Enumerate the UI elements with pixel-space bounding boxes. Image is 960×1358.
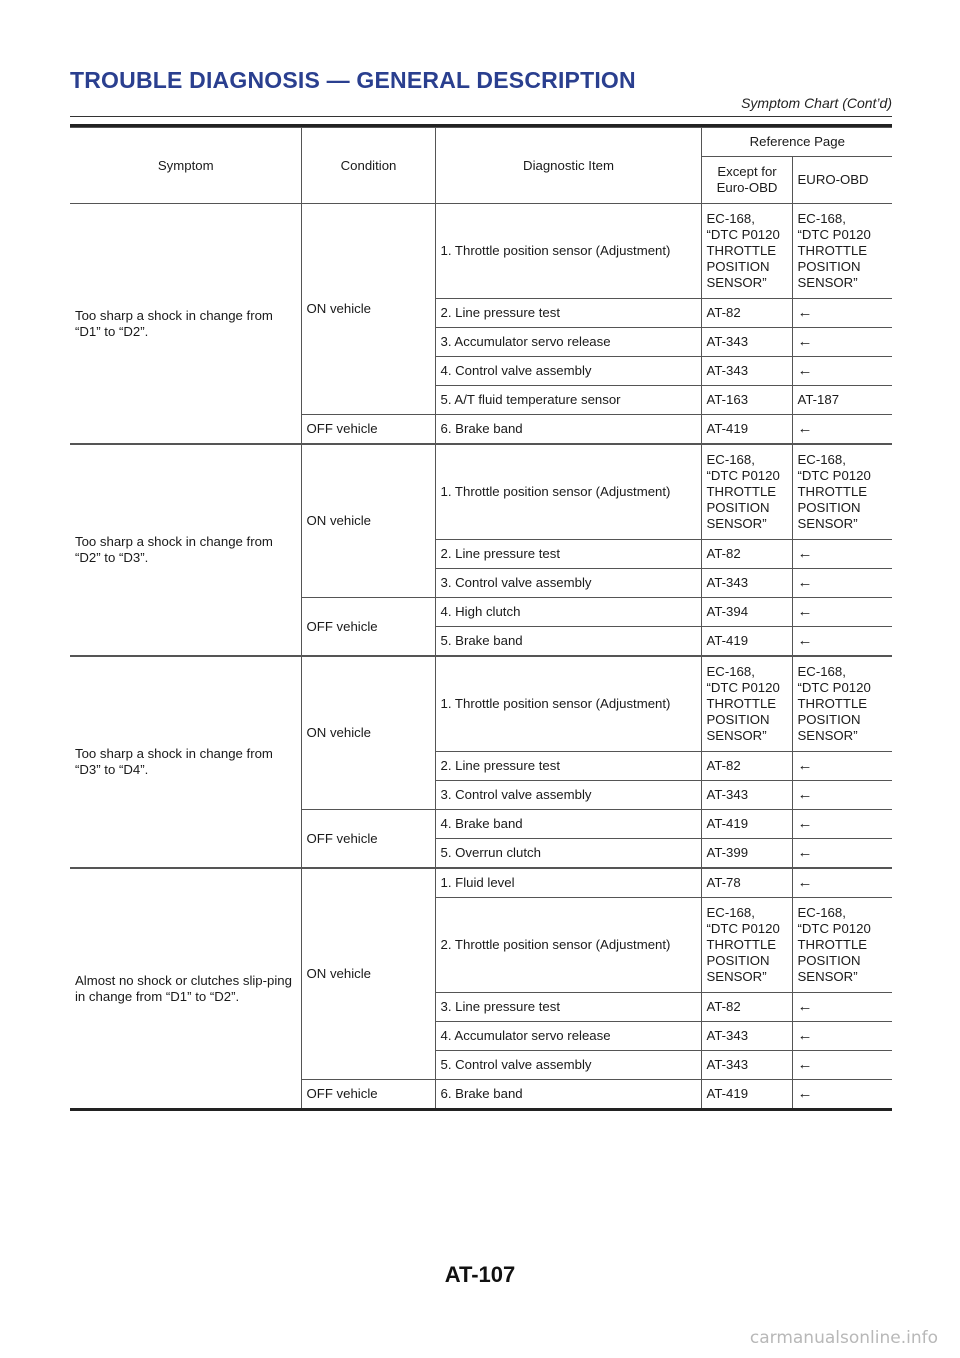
symptom-cell: Too sharp a shock in change from “D1” to “D2”. [70, 204, 301, 445]
reference-except-euro-cell: AT-419 [701, 810, 792, 839]
diagnostic-item-cell: 1. Throttle position sensor (Adjustment) [435, 656, 701, 752]
col-header-diagnostic-item: Diagnostic Item [435, 128, 701, 204]
reference-except-euro-cell: AT-419 [701, 1080, 792, 1109]
header-rule [70, 116, 892, 117]
reference-except-euro-cell: AT-419 [701, 415, 792, 445]
reference-except-euro-cell: AT-343 [701, 1022, 792, 1051]
condition-cell: OFF vehicle [301, 810, 435, 869]
page-title: TROUBLE DIAGNOSIS — GENERAL DESCRIPTION [70, 67, 636, 93]
reference-euro-obd-cell: ← [792, 299, 892, 328]
reference-except-euro-cell: EC-168, “DTC P0120 THROTTLE POSITION SENSOR” [701, 656, 792, 752]
table-row [70, 868, 892, 898]
reference-euro-obd-cell: ← [792, 415, 892, 445]
col-header-except-euro: Except for Euro-OBD [701, 157, 792, 204]
page-subtitle: Symptom Chart (Cont’d) [741, 95, 892, 111]
reference-euro-obd-cell: EC-168, “DTC P0120 THROTTLE POSITION SENSOR” [792, 444, 892, 540]
reference-except-euro-cell: EC-168, “DTC P0120 THROTTLE POSITION SENSOR” [701, 898, 792, 993]
reference-euro-obd-cell: ← [792, 868, 892, 898]
reference-except-euro-cell: AT-343 [701, 1051, 792, 1080]
reference-euro-obd-cell: AT-187 [792, 386, 892, 415]
reference-except-euro-cell: AT-343 [701, 328, 792, 357]
reference-euro-obd-cell: ← [792, 839, 892, 869]
symptom-cell: Too sharp a shock in change from “D3” to “D4”. [70, 656, 301, 868]
diagnostic-item-cell: 4. High clutch [435, 598, 701, 627]
reference-except-euro-cell: EC-168, “DTC P0120 THROTTLE POSITION SENSOR” [701, 204, 792, 299]
reference-euro-obd-cell: ← [792, 328, 892, 357]
reference-euro-obd-cell: ← [792, 569, 892, 598]
diagnostic-item-cell: 1. Throttle position sensor (Adjustment) [435, 444, 701, 540]
col-header-reference-page: Reference Page [701, 128, 892, 157]
table-row [70, 656, 892, 752]
reference-except-euro-cell: AT-343 [701, 357, 792, 386]
reference-euro-obd-cell: ← [792, 598, 892, 627]
reference-euro-obd-cell: EC-168, “DTC P0120 THROTTLE POSITION SENSOR” [792, 656, 892, 752]
reference-euro-obd-cell: ← [792, 1051, 892, 1080]
symptom-cell: Too sharp a shock in change from “D2” to “D3”. [70, 444, 301, 656]
reference-except-euro-cell: AT-78 [701, 868, 792, 898]
reference-except-euro-cell: AT-82 [701, 752, 792, 781]
reference-except-euro-cell: AT-399 [701, 839, 792, 869]
diagnostic-item-cell: 4. Brake band [435, 810, 701, 839]
reference-except-euro-cell: AT-343 [701, 781, 792, 810]
reference-euro-obd-cell: ← [792, 781, 892, 810]
diagnostic-item-cell: 2. Line pressure test [435, 299, 701, 328]
reference-euro-obd-cell: ← [792, 1022, 892, 1051]
reference-except-euro-cell: AT-82 [701, 540, 792, 569]
reference-euro-obd-cell: ← [792, 752, 892, 781]
condition-cell: ON vehicle [301, 868, 435, 1080]
diagnostic-item-cell: 6. Brake band [435, 415, 701, 445]
diagnostic-item-cell: 2. Line pressure test [435, 540, 701, 569]
condition-cell: OFF vehicle [301, 1080, 435, 1109]
reference-except-euro-cell: AT-82 [701, 299, 792, 328]
reference-euro-obd-cell: ← [792, 540, 892, 569]
reference-except-euro-cell: AT-343 [701, 569, 792, 598]
diagnostic-item-cell: 2. Throttle position sensor (Adjustment) [435, 898, 701, 993]
diagnostic-item-cell: 1. Fluid level [435, 868, 701, 898]
diagnostic-item-cell: 3. Accumulator servo release [435, 328, 701, 357]
diagnostic-item-cell: 1. Throttle position sensor (Adjustment) [435, 204, 701, 299]
symptom-cell: Almost no shock or clutches slip-ping in change from “D1” to “D2”. [70, 868, 301, 1109]
diagnostic-item-cell: 4. Control valve assembly [435, 357, 701, 386]
symptom-chart-table [70, 127, 892, 1109]
reference-except-euro-cell: AT-163 [701, 386, 792, 415]
reference-euro-obd-cell: ← [792, 627, 892, 657]
col-header-euro-obd: EURO-OBD [792, 157, 892, 204]
table-row [70, 444, 892, 540]
reference-euro-obd-cell: ← [792, 1080, 892, 1109]
table-bottom-rule [70, 1108, 892, 1111]
condition-cell: ON vehicle [301, 204, 435, 415]
chart-body [70, 204, 892, 1109]
reference-except-euro-cell: AT-82 [701, 993, 792, 1022]
condition-cell: OFF vehicle [301, 415, 435, 445]
diagnostic-item-cell: 5. A/T fluid temperature sensor [435, 386, 701, 415]
condition-cell: OFF vehicle [301, 598, 435, 657]
reference-euro-obd-cell: ← [792, 357, 892, 386]
page-number: AT-107 [444, 1262, 516, 1287]
condition-cell: ON vehicle [301, 656, 435, 810]
reference-euro-obd-cell: ← [792, 993, 892, 1022]
page-header [70, 66, 892, 112]
reference-except-euro-cell: AT-419 [701, 627, 792, 657]
watermark: carmanualsonline.info [749, 1328, 938, 1348]
reference-except-euro-cell: AT-394 [701, 598, 792, 627]
col-header-symptom: Symptom [70, 128, 301, 204]
diagnostic-item-cell: 2. Line pressure test [435, 752, 701, 781]
reference-except-euro-cell: EC-168, “DTC P0120 THROTTLE POSITION SENSOR” [701, 444, 792, 540]
diagnostic-item-cell: 3. Line pressure test [435, 993, 701, 1022]
table-row [70, 204, 892, 299]
diagnostic-item-cell: 5. Overrun clutch [435, 839, 701, 869]
diagnostic-item-cell: 4. Accumulator servo release [435, 1022, 701, 1051]
reference-euro-obd-cell: ← [792, 810, 892, 839]
diagnostic-item-cell: 3. Control valve assembly [435, 569, 701, 598]
condition-cell: ON vehicle [301, 444, 435, 598]
diagnostic-item-cell: 5. Control valve assembly [435, 1051, 701, 1080]
diagnostic-item-cell: 6. Brake band [435, 1080, 701, 1109]
diagnostic-item-cell: 5. Brake band [435, 627, 701, 657]
reference-euro-obd-cell: EC-168, “DTC P0120 THROTTLE POSITION SENSOR” [792, 204, 892, 299]
diagnostic-item-cell: 3. Control valve assembly [435, 781, 701, 810]
col-header-condition: Condition [301, 128, 435, 204]
reference-euro-obd-cell: EC-168, “DTC P0120 THROTTLE POSITION SENSOR” [792, 898, 892, 993]
